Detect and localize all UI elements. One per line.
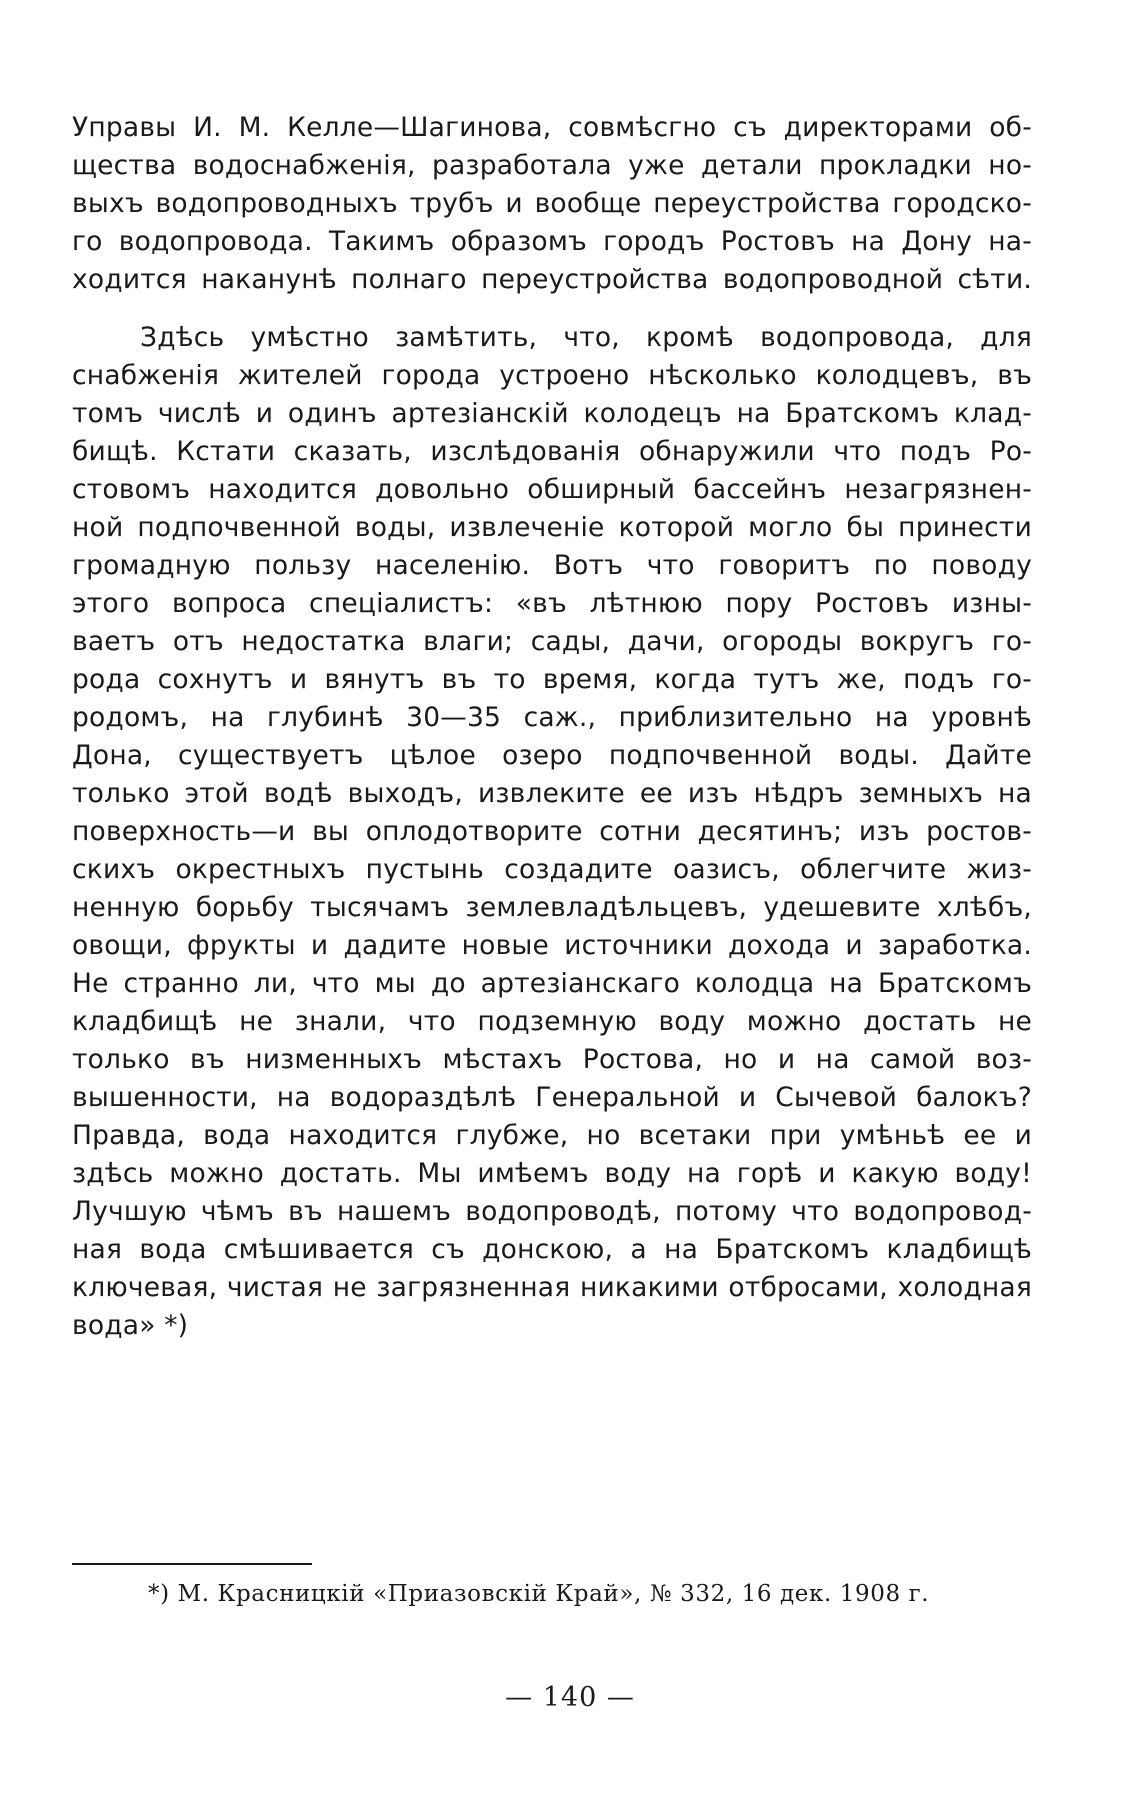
text-line: бищѣ. Кстати сказать, изслѣдованія обнаружили что подъ Ро- bbox=[72, 436, 1032, 467]
footnote: *) М. Красницкій «Приазовскій Край», № 332, 16 дек. 1908 г. bbox=[148, 1581, 930, 1607]
text-line: выхъ водопроводныхъ трубъ и вообще переустройства городско- bbox=[72, 188, 1032, 219]
text-line: ваетъ отъ недостатка влаги; сады, дачи, огороды вокругъ го- bbox=[72, 626, 1032, 657]
text-line: ной подпочвенной воды, извлеченіе которой могло бы принести bbox=[72, 512, 1032, 543]
text-line: Лучшую чѣмъ въ нашемъ водопроводѣ, потому что водопровод- bbox=[72, 1196, 1032, 1227]
text-line: рода сохнутъ и вянутъ въ то время, когда тутъ же, подъ го- bbox=[72, 664, 1032, 695]
text-line: Не странно ли, что мы до артезіанскаго колодца на Братскомъ bbox=[72, 968, 1032, 999]
text-line: поверхность—и вы оплодотворите сотни десятинъ; изъ ростов- bbox=[72, 816, 1032, 847]
text-line: щества водоснабженія, разработала уже детали прокладки но- bbox=[72, 150, 1032, 181]
text-line: вода» *) bbox=[72, 1310, 189, 1341]
text-line: кладбищѣ не знали, что подземную воду можно достать не bbox=[72, 1006, 1032, 1037]
text-line: громадную пользу населенію. Вотъ что говоритъ по поводу bbox=[72, 550, 1032, 581]
text-line: скихъ окрестныхъ пустынь создадите оазисъ, облегчите жиз- bbox=[72, 854, 1032, 885]
text-line: здѣсь можно достать. Мы имѣемъ воду на горѣ и какую воду! bbox=[72, 1158, 1032, 1189]
text-line: овощи, фрукты и дадите новые источники дохода и заработка. bbox=[72, 930, 1032, 961]
text-line: ненную борьбу тысячамъ землевладѣльцевъ, удешевите хлѣбъ, bbox=[72, 892, 1032, 923]
text-line: Правда, вода находится глубже, но всетаки при умѣньѣ ее и bbox=[72, 1120, 1032, 1151]
text-line: родомъ, на глубинѣ 30—35 саж., приблизительно на уровнѣ bbox=[72, 702, 1032, 733]
footnote-divider bbox=[72, 1563, 312, 1565]
text-line: ходится наканунѣ полнаго переустройства водопроводной сѣти. bbox=[72, 264, 1032, 295]
page-number: — 140 — bbox=[505, 1682, 635, 1713]
text-line: вышенности, на водораздѣлѣ Генеральной и Сычевой балокъ? bbox=[72, 1082, 1032, 1113]
text-line: только этой водѣ выходъ, извлеките ее изъ нѣдръ земныхъ на bbox=[72, 778, 1032, 809]
text-line: ная вода смѣшивается съ донскою, а на Братскомъ кладбищѣ bbox=[72, 1234, 1032, 1265]
text-line: Управы И. М. Келле—Шагинова, совмѣсгно съ директорами об- bbox=[72, 112, 1032, 143]
text-line: Здѣсь умѣстно замѣтить, что, кромѣ водопровода, для bbox=[140, 322, 1032, 353]
text-line: стовомъ находится довольно обширный бассейнъ незагрязнен- bbox=[72, 474, 1032, 505]
text-line: снабженія жителей города устроено нѣсколько колодцевъ, въ bbox=[72, 360, 1032, 391]
text-line: ключевая, чистая не загрязненная никакими отбросами, холодная bbox=[72, 1272, 1032, 1303]
text-line: только въ низменныхъ мѣстахъ Ростова, но и на самой воз- bbox=[72, 1044, 1032, 1075]
text-line: этого вопроса спеціалистъ: «въ лѣтнюю пору Ростовъ изны- bbox=[72, 588, 1032, 619]
text-line: томъ числѣ и одинъ артезіанскій колодецъ на Братскомъ клад- bbox=[72, 398, 1032, 429]
text-line: го водопровода. Такимъ образомъ городъ Ростовъ на Дону на- bbox=[72, 226, 1032, 257]
text-line: Дона, существуетъ цѣлое озеро подпочвенной воды. Дайте bbox=[72, 740, 1032, 771]
